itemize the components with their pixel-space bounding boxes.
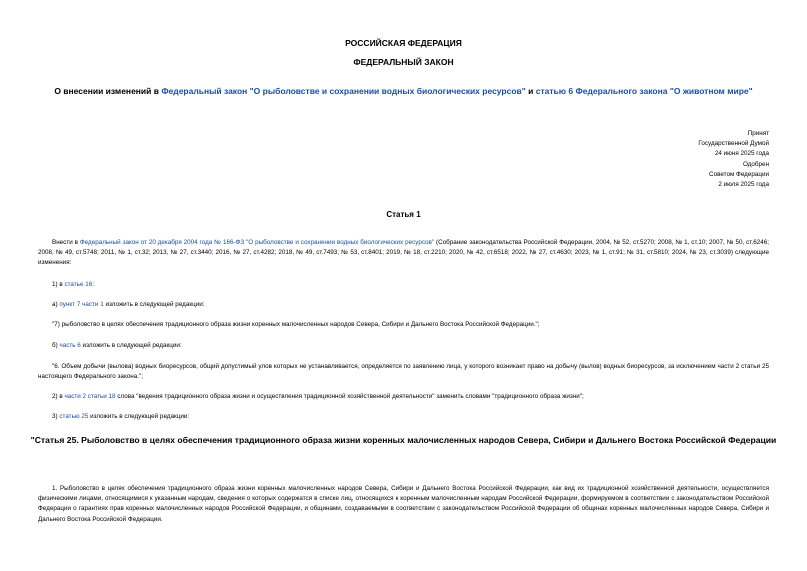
item-3-suffix: изложить в следующей редакции:	[88, 413, 190, 420]
item-3-prefix: 3)	[52, 413, 60, 420]
item-2	[52, 392, 769, 402]
item-3-link[interactable]: статью 25	[59, 413, 89, 420]
article-1-intro	[38, 238, 769, 269]
item-1-prefix: 1) в	[52, 281, 65, 288]
item-2-link[interactable]: части 2 статьи 18	[64, 393, 116, 400]
intro-prefix: Внести в	[52, 239, 80, 246]
item-a-suffix: изложить в следующей редакции:	[103, 301, 205, 308]
approval-date: 2 июля 2025 года	[718, 181, 769, 189]
approval-line: Одобрен	[742, 160, 769, 168]
item-1-suffix: :	[92, 281, 94, 288]
item-b	[52, 341, 182, 351]
intro-rest: (Собрание законодательства Российской Федерации, 2004, № 52, ст.5270; 2008, № 1, ст.10; 2007, № 50, ст.6246; 2008, № 49, ст.5748; 2011, № 1, ст.32; 2013, № 27, ст.3440; 2016, № 27, ст.4282; 2018, № 49, ст.7493; № 53, ст.8401; 2019, № 18, ст.2210; 2020, № 42, ст.6518; 2022, № 27, ст.4630; 2023, № 1, ст.91; № 31, ст.5810; 2024, № 23, ст.3039) следующие изменения:	[38, 239, 770, 267]
article-25-heading: "Статья 25. Рыболовство в целях обеспечения традиционного образа жизни коренных малочисленных народов Севера, Сибири и Дальнего Востока Российской Федерации	[30, 435, 777, 445]
law-title	[30, 86, 777, 96]
item-b-link[interactable]: часть 6	[59, 342, 81, 349]
approval-line: Советом Федерации	[709, 170, 769, 178]
quote-part-6: "6. Объем добычи (вылова) водных биоресурсов, общий допустимый улов которых не устанавливается, определяется по заявлению лица, у которого возникает право на добычу (вылов) водных биоресурсов, за исключением части 2 статьи 25 настоящего Федерального закона.";	[38, 363, 769, 381]
country-heading: РОССИЙСКАЯ ФЕДЕРАЦИЯ	[345, 38, 462, 48]
item-b-prefix: б)	[52, 342, 60, 349]
item-a-prefix: а)	[52, 301, 60, 308]
adoption-block	[569, 129, 769, 190]
adoption-line: Принят	[747, 130, 769, 137]
item-2-suffix: слова "ведения традиционного образа жизни и осуществления традиционной хозяйственной деятельности" заменить словами "традиционного образа жизни";	[115, 393, 584, 400]
law-title-link-animal-world[interactable]: статью 6 Федерального закона "О животном мире"	[535, 86, 753, 96]
item-a	[52, 300, 205, 310]
law-title-link-fisheries[interactable]: Федеральный закон "О рыболовстве и сохранении водных биологических ресурсов"	[161, 86, 526, 96]
item-1	[52, 280, 94, 290]
article-1-heading: Статья 1	[386, 210, 421, 219]
item-a-link[interactable]: пункт 7 части 1	[59, 301, 104, 308]
quote-item-7: "7) рыболовство в целях обеспечения традиционного образа жизни коренных малочисленных народов Севера, Сибири и Дальнего Востока Российской Федерации.";	[52, 321, 540, 328]
item-1-link[interactable]: статье 16	[64, 281, 93, 288]
adoption-date: 24 июня 2025 года	[714, 150, 769, 158]
item-2-prefix: 2) в	[52, 393, 65, 400]
law-title-middle: и	[525, 86, 536, 96]
intro-law-link[interactable]: Федеральный закон от 20 декабря 2004 года № 166-ФЗ "О рыболовстве и сохранении водных биологических ресурсов"	[79, 239, 435, 246]
adoption-line: Государственной Думой	[698, 140, 769, 148]
article-25-paragraph-1: 1. Рыболовство в целях обеспечения традиционного образа жизни коренных малочисленных народов Севера, Сибири и Дальнего Востока Российской Федерации, как вид их традиционной хозяйственной деятельности, осуществляется физическими лицами, относящимися к указанным народам, сведения о которых содержатся в списке лиц, относящихся к коренным малочисленным народам Российской Федерации, формируемом в соответствии с законодательством Российской Федерации о гарантиях прав коренных малочисленных народов Российской Федерации, и общинами, создаваемыми в соответствии с законодательством Российской Федерации об общинах коренных малочисленных народов Севера, Сибири и Дальнего Востока Российской Федерации.	[38, 485, 769, 523]
doc-type-heading: ФЕДЕРАЛЬНЫЙ ЗАКОН	[353, 57, 454, 67]
law-title-prefix: О внесении изменений в	[54, 86, 162, 96]
item-b-suffix: изложить в следующей редакции:	[80, 342, 182, 349]
item-3	[52, 412, 189, 422]
